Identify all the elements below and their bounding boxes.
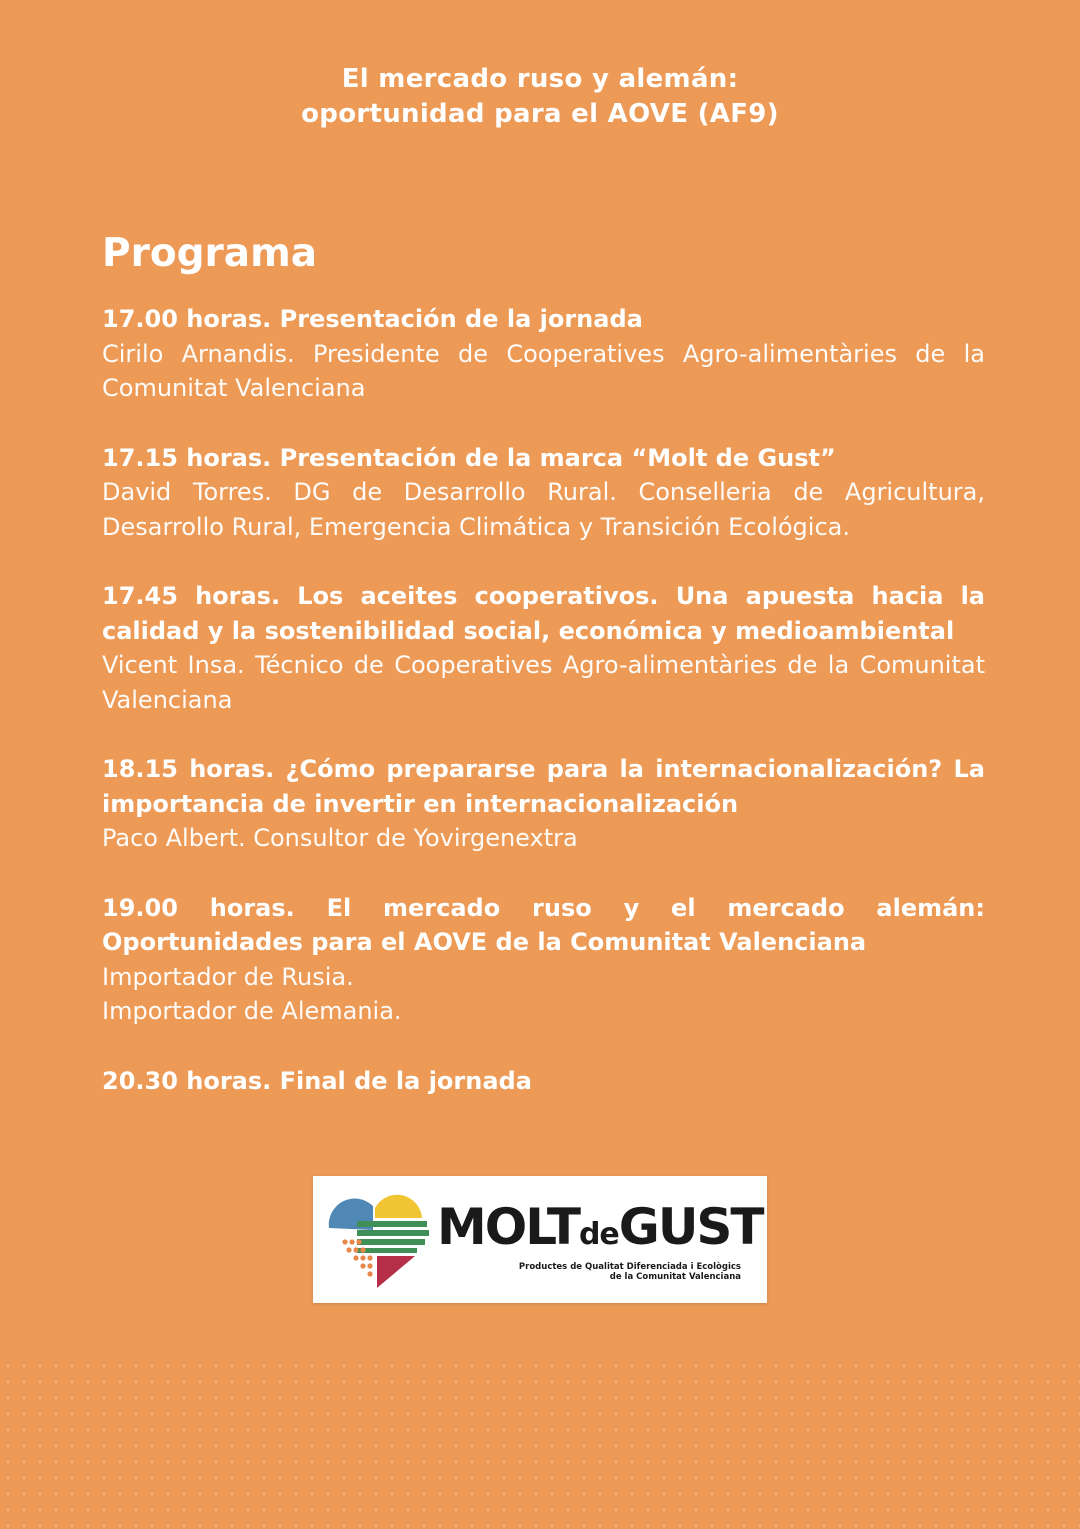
heart-logo-icon <box>327 1190 431 1290</box>
agenda-item <box>102 302 985 406</box>
agenda-list <box>102 302 985 1133</box>
agenda-item <box>102 1064 985 1099</box>
logo-wordmark: MOLTdeGUST <box>437 1198 763 1256</box>
dot-pattern-decoration <box>0 1358 1080 1529</box>
agenda-item-speaker: Importador de Rusia. <box>102 962 354 991</box>
agenda-item-title: 17.45 horas. Los aceites cooperativos. Una apuesta hacia la calidad y la sostenibilidad social, económica y medioambiental <box>102 582 985 645</box>
molt-de-gust-logo <box>313 1176 767 1303</box>
agenda-item <box>102 752 985 856</box>
agenda-item <box>102 891 985 1029</box>
event-title <box>0 62 1080 132</box>
event-title-line-2: oportunidad para el AOVE (AF9) <box>301 99 779 129</box>
agenda-item-title: 18.15 horas. ¿Cómo prepararse para la internacionalización? La importancia de invertir en internacionalización <box>102 755 985 818</box>
agenda-item <box>102 441 985 545</box>
agenda-item-speaker: Cirilo Arnandis. Presidente de Cooperatives Agro-alimentàries de la Comunitat Valenciana <box>102 339 985 402</box>
agenda-item-speaker: Importador de Alemania. <box>102 997 402 1025</box>
programa-heading: Programa <box>102 231 318 276</box>
agenda-item-title: 17.15 horas. Presentación de la marca “Molt de Gust” <box>102 443 836 472</box>
logo-tagline: Productes de Qualitat Diferenciada i Ecològics de la Comunitat Valenciana <box>518 1262 741 1282</box>
agenda-item-title: 17.00 horas. Presentación de la jornada <box>102 305 643 333</box>
agenda-item <box>102 579 985 717</box>
agenda-item-title: 19.00 horas. El mercado ruso y el mercado alemán: Oportunidades para el AOVE de la Comunitat Valenciana <box>102 893 985 956</box>
agenda-item-speaker: Paco Albert. Consultor de Yovirgenextra <box>102 824 578 852</box>
agenda-item-speaker: Vicent Insa. Técnico de Cooperatives Agro-alimentàries de la Comunitat Valenciana <box>102 651 985 714</box>
agenda-item-speaker: David Torres. DG de Desarrollo Rural. Conselleria de Agricultura, Desarrollo Rural, Emergencia Climática y Transición Ecológica. <box>102 478 985 541</box>
agenda-item-title: 20.30 horas. Final de la jornada <box>102 1066 532 1095</box>
event-title-line-1: El mercado ruso y alemán: <box>341 64 739 94</box>
